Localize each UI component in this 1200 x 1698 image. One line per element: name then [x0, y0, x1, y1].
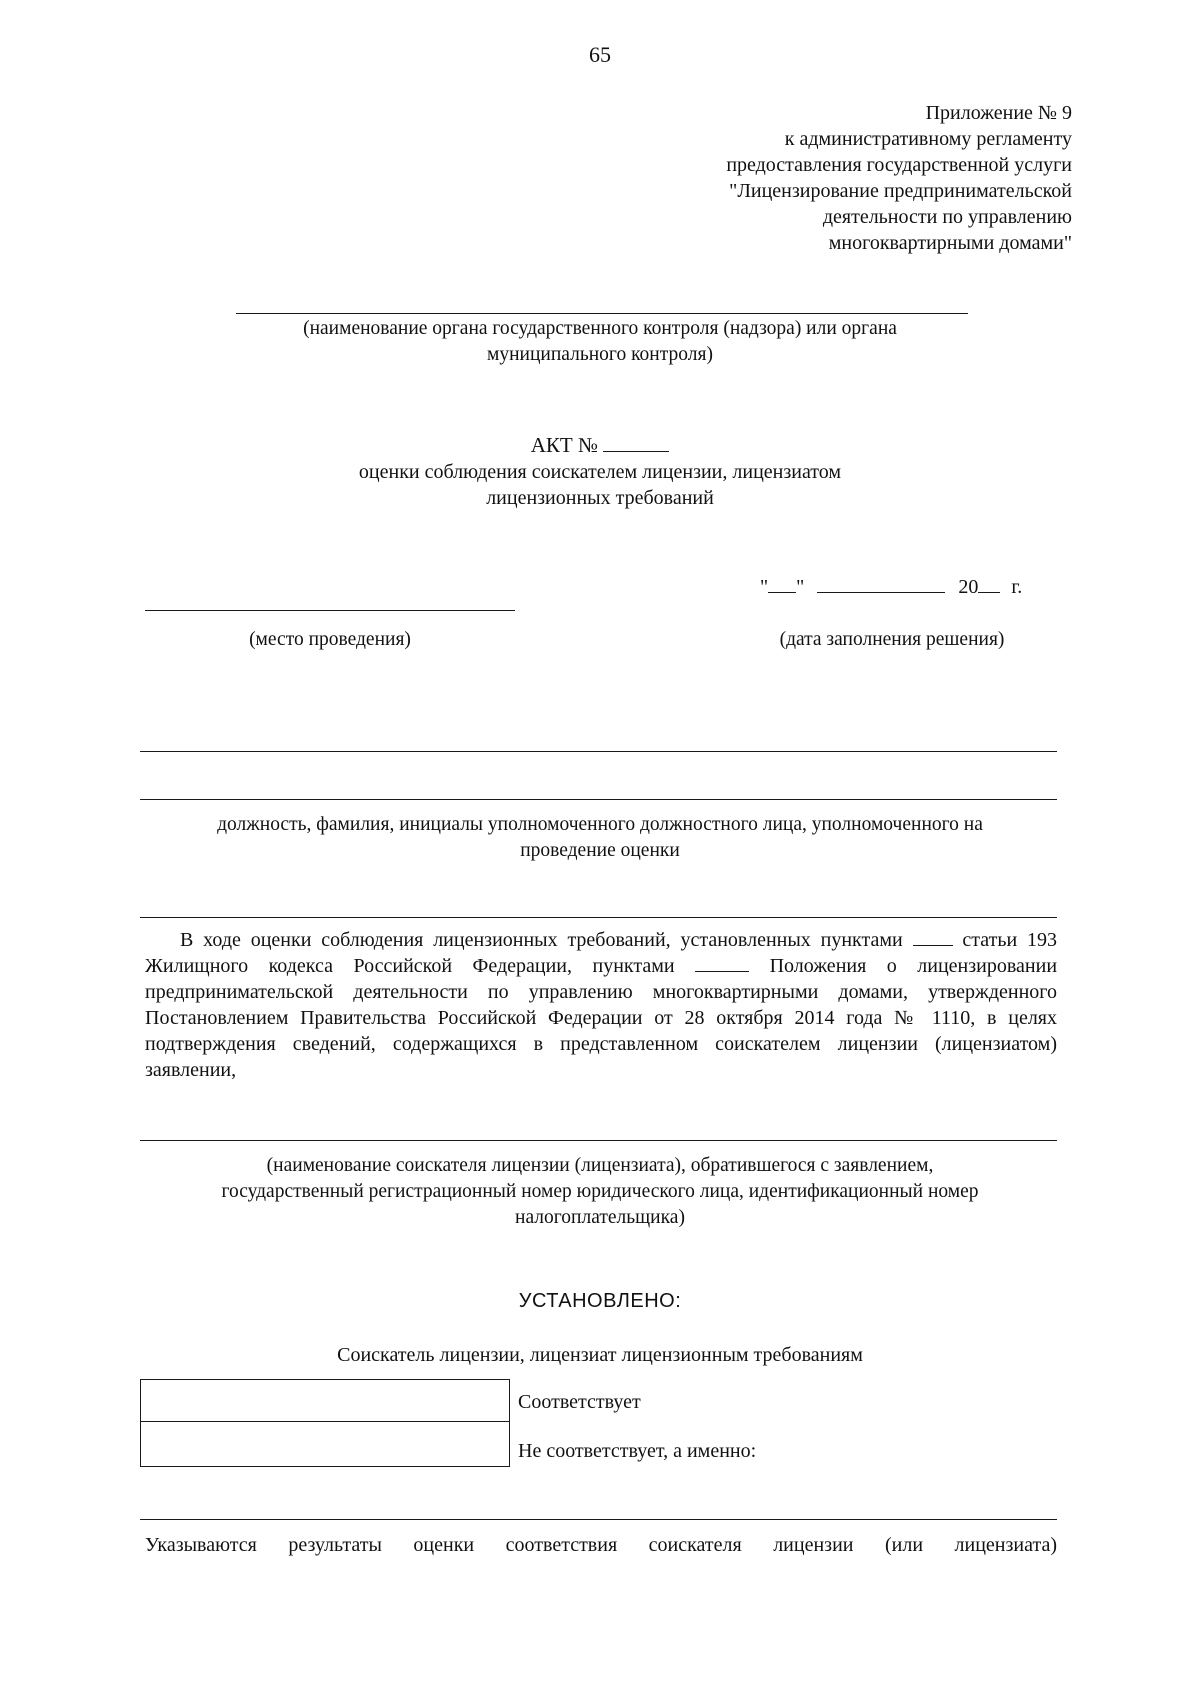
authority-caption-line: муниципального контроля)	[487, 344, 713, 365]
applicant-caption-line: государственный регистрационный номер юридического лица, идентификационный номер	[221, 1181, 979, 1202]
act-subtitle	[0, 459, 1200, 511]
date-field	[760, 574, 1022, 599]
result-line[interactable]	[140, 1519, 1057, 1520]
date-year-suffix: г.	[1011, 576, 1023, 598]
act-number-field[interactable]	[603, 433, 669, 452]
comply-label: Соответствует	[518, 1391, 641, 1413]
act-subtitle-line: лицензионных требований	[486, 487, 714, 509]
applicant-line[interactable]	[140, 1140, 1057, 1141]
date-month-field[interactable]	[817, 574, 945, 593]
body-text: В ходе оценки соблюдения лицензионных требований, установленных пунктами	[180, 929, 903, 951]
established-heading: УСТАНОВЛЕНО:	[518, 1290, 682, 1312]
appendix-line: деятельности по управлению	[822, 206, 1072, 228]
appendix-line: многоквартирными домами"	[828, 232, 1072, 254]
official-caption-line: должность, фамилия, инициалы уполномоченного должностного лица, уполномоченного на	[217, 814, 983, 835]
date-day-field[interactable]	[768, 574, 796, 593]
authority-caption-line: (наименование органа государственного контроля (надзора) или органа	[303, 318, 897, 339]
date-year-field[interactable]	[978, 574, 1000, 593]
authority-name-line[interactable]	[236, 313, 968, 314]
appendix-line: "Лицензирование предпринимательской	[729, 180, 1072, 202]
date-caption: (дата заполнения решения)	[779, 629, 1005, 650]
official-line-2[interactable]	[140, 799, 1057, 800]
date-quote: "	[760, 576, 769, 598]
date-quote: "	[796, 576, 805, 598]
appendix-line: Приложение № 9	[925, 102, 1072, 124]
applicant-caption	[0, 1153, 1200, 1231]
appendix-line: к административному регламенту	[784, 128, 1072, 150]
place-caption: (место проведения)	[249, 629, 411, 650]
authority-caption	[0, 316, 1200, 368]
act-title-text: АКТ №	[530, 433, 599, 457]
official-line-3[interactable]	[140, 917, 1057, 918]
appendix-header	[552, 100, 1072, 256]
appendix-line: предоставления государственной услуги	[726, 154, 1072, 176]
act-subtitle-line: оценки соблюдения соискателем лицензии, лицензиатом	[358, 461, 842, 483]
not-comply-label: Не соответствует, а именно:	[518, 1440, 757, 1462]
clause-field[interactable]	[913, 927, 953, 946]
body-text: статьи 193 Жилищного кодекса Российской Федерации, пунктами	[145, 929, 1058, 977]
place-line[interactable]	[145, 610, 515, 611]
page-number: 65	[589, 42, 611, 67]
result-text: Указываются результаты оценки соответствия соискателя лицензии (или лицензиата)	[145, 1534, 1057, 1556]
applicant-caption-line: (наименование соискателя лицензии (лицензиата), обратившегося с заявлением,	[266, 1155, 934, 1176]
applicant-caption-line: налогоплательщика)	[515, 1207, 685, 1228]
not-comply-checkbox[interactable]	[140, 1421, 510, 1467]
act-title	[0, 432, 1200, 458]
body-text: Положения о лицензировании предпринимательской деятельности по управлению многоквартирными домами, утвержденного Постановлением Правительства Российской Федерации от 28 октября 2014 года № 1110, в целях подтверждения сведений, содержащихся в представленном соискателем лицензии (лицензиатом) заявлении,	[145, 955, 1058, 1081]
comply-checkbox[interactable]	[140, 1379, 510, 1423]
body-paragraph	[145, 927, 1057, 1083]
official-caption	[0, 812, 1200, 864]
date-year-prefix: 20	[958, 576, 979, 598]
official-line-1[interactable]	[140, 751, 1057, 752]
compliance-lead: Соискатель лицензии, лицензиат лицензионным требованиям	[337, 1344, 863, 1366]
provision-field[interactable]	[695, 953, 749, 972]
official-caption-line: проведение оценки	[520, 840, 680, 861]
